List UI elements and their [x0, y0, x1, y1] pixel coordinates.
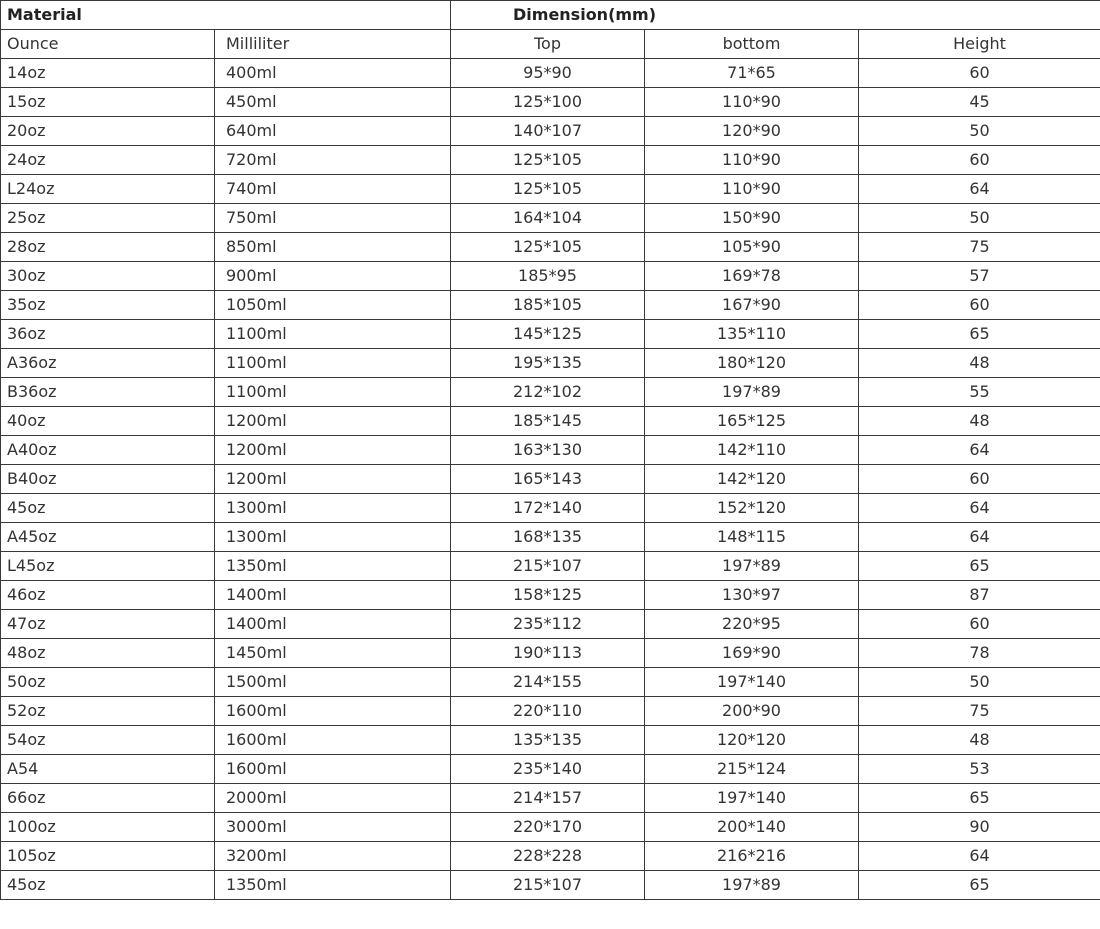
cell-milliliter: 1500ml: [215, 668, 451, 697]
cell-top: 125*105: [451, 146, 645, 175]
cell-top: 190*113: [451, 639, 645, 668]
cell-top: 125*105: [451, 233, 645, 262]
table-row: [1, 755, 1100, 784]
header-milliliter: Milliliter: [215, 30, 451, 59]
cell-ounce: 36oz: [1, 320, 215, 349]
cell-top: 212*102: [451, 378, 645, 407]
cell-milliliter: 450ml: [215, 88, 451, 117]
cell-top: 214*155: [451, 668, 645, 697]
cell-ounce: 48oz: [1, 639, 215, 668]
cell-ounce: 66oz: [1, 784, 215, 813]
header-row-columns: [1, 30, 1100, 59]
cell-bottom: 110*90: [645, 175, 859, 204]
cell-bottom: 105*90: [645, 233, 859, 262]
cell-height: 64: [859, 175, 1100, 204]
cell-height: 60: [859, 59, 1100, 88]
cell-bottom: 169*78: [645, 262, 859, 291]
cell-height: 60: [859, 610, 1100, 639]
cell-milliliter: 1600ml: [215, 726, 451, 755]
cell-ounce: 105oz: [1, 842, 215, 871]
cell-bottom: 200*140: [645, 813, 859, 842]
cell-bottom: 180*120: [645, 349, 859, 378]
cell-bottom: 135*110: [645, 320, 859, 349]
cell-milliliter: 3200ml: [215, 842, 451, 871]
cell-height: 53: [859, 755, 1100, 784]
cell-ounce: 40oz: [1, 407, 215, 436]
header-ounce: Ounce: [1, 30, 215, 59]
cell-height: 48: [859, 726, 1100, 755]
cell-ounce: 54oz: [1, 726, 215, 755]
cell-height: 60: [859, 465, 1100, 494]
cell-ounce: A54: [1, 755, 215, 784]
cell-ounce: B36oz: [1, 378, 215, 407]
cell-top: 235*112: [451, 610, 645, 639]
cell-bottom: 215*124: [645, 755, 859, 784]
cell-milliliter: 750ml: [215, 204, 451, 233]
cell-top: 125*105: [451, 175, 645, 204]
cell-bottom: 130*97: [645, 581, 859, 610]
cell-ounce: A40oz: [1, 436, 215, 465]
table-row: [1, 784, 1100, 813]
cell-ounce: 52oz: [1, 697, 215, 726]
cell-milliliter: 1400ml: [215, 581, 451, 610]
cell-bottom: 167*90: [645, 291, 859, 320]
cell-bottom: 197*140: [645, 668, 859, 697]
cell-height: 50: [859, 117, 1100, 146]
table-row: [1, 204, 1100, 233]
cell-top: 168*135: [451, 523, 645, 552]
cell-bottom: 142*110: [645, 436, 859, 465]
cell-height: 64: [859, 523, 1100, 552]
cell-ounce: A36oz: [1, 349, 215, 378]
cell-height: 55: [859, 378, 1100, 407]
table-row: [1, 639, 1100, 668]
cell-milliliter: 1200ml: [215, 465, 451, 494]
cell-ounce: 24oz: [1, 146, 215, 175]
cell-bottom: 152*120: [645, 494, 859, 523]
cell-height: 75: [859, 233, 1100, 262]
header-bottom: bottom: [645, 30, 859, 59]
header-row-material: [1, 1, 1100, 30]
cell-top: 145*125: [451, 320, 645, 349]
cell-top: 220*170: [451, 813, 645, 842]
cell-height: 75: [859, 697, 1100, 726]
cell-top: 215*107: [451, 552, 645, 581]
table-row: [1, 436, 1100, 465]
cell-height: 87: [859, 581, 1100, 610]
cell-milliliter: 1400ml: [215, 610, 451, 639]
cell-top: 228*228: [451, 842, 645, 871]
cell-bottom: 110*90: [645, 88, 859, 117]
cell-height: 45: [859, 88, 1100, 117]
cell-height: 50: [859, 204, 1100, 233]
cell-top: 185*105: [451, 291, 645, 320]
cell-ounce: 35oz: [1, 291, 215, 320]
cell-top: 164*104: [451, 204, 645, 233]
table-row: [1, 813, 1100, 842]
cell-top: 172*140: [451, 494, 645, 523]
cell-height: 60: [859, 146, 1100, 175]
cell-bottom: 197*140: [645, 784, 859, 813]
cell-height: 50: [859, 668, 1100, 697]
cell-top: 195*135: [451, 349, 645, 378]
cell-ounce: 47oz: [1, 610, 215, 639]
cell-bottom: 220*95: [645, 610, 859, 639]
cell-bottom: 216*216: [645, 842, 859, 871]
cell-bottom: 148*115: [645, 523, 859, 552]
cell-height: 57: [859, 262, 1100, 291]
cell-height: 65: [859, 552, 1100, 581]
cell-ounce: L45oz: [1, 552, 215, 581]
cell-height: 78: [859, 639, 1100, 668]
cell-milliliter: 740ml: [215, 175, 451, 204]
cell-height: 48: [859, 349, 1100, 378]
cell-bottom: 142*120: [645, 465, 859, 494]
table-row: [1, 175, 1100, 204]
cell-top: 140*107: [451, 117, 645, 146]
cell-ounce: 50oz: [1, 668, 215, 697]
table-row: [1, 262, 1100, 291]
cell-height: 64: [859, 494, 1100, 523]
table-row: [1, 291, 1100, 320]
cell-milliliter: 640ml: [215, 117, 451, 146]
cell-ounce: 28oz: [1, 233, 215, 262]
cell-top: 165*143: [451, 465, 645, 494]
cell-bottom: 197*89: [645, 871, 859, 900]
cell-milliliter: 1600ml: [215, 755, 451, 784]
cell-height: 65: [859, 784, 1100, 813]
cell-top: 215*107: [451, 871, 645, 900]
table-row: [1, 88, 1100, 117]
cell-bottom: 120*120: [645, 726, 859, 755]
cell-milliliter: 1600ml: [215, 697, 451, 726]
cell-milliliter: 1050ml: [215, 291, 451, 320]
cell-milliliter: 1200ml: [215, 407, 451, 436]
table-row: [1, 610, 1100, 639]
cell-milliliter: 1100ml: [215, 349, 451, 378]
table-row: [1, 407, 1100, 436]
table-row: [1, 378, 1100, 407]
cell-bottom: 71*65: [645, 59, 859, 88]
cell-bottom: 110*90: [645, 146, 859, 175]
cell-milliliter: 2000ml: [215, 784, 451, 813]
cell-milliliter: 720ml: [215, 146, 451, 175]
table-row: [1, 697, 1100, 726]
cell-ounce: L24oz: [1, 175, 215, 204]
table-row: [1, 465, 1100, 494]
cell-milliliter: 1200ml: [215, 436, 451, 465]
cell-top: 185*145: [451, 407, 645, 436]
cell-milliliter: 850ml: [215, 233, 451, 262]
cell-ounce: 45oz: [1, 494, 215, 523]
header-dimension: Dimension(mm): [451, 1, 1100, 30]
cell-height: 65: [859, 871, 1100, 900]
table-row: [1, 726, 1100, 755]
cell-ounce: 14oz: [1, 59, 215, 88]
cell-bottom: 197*89: [645, 378, 859, 407]
cell-height: 64: [859, 436, 1100, 465]
cell-ounce: 46oz: [1, 581, 215, 610]
table-row: [1, 320, 1100, 349]
cell-height: 65: [859, 320, 1100, 349]
cell-top: 235*140: [451, 755, 645, 784]
table-row: [1, 523, 1100, 552]
cell-milliliter: 1450ml: [215, 639, 451, 668]
table-row: [1, 233, 1100, 262]
cell-ounce: B40oz: [1, 465, 215, 494]
cell-milliliter: 400ml: [215, 59, 451, 88]
cell-top: 185*95: [451, 262, 645, 291]
cell-top: 125*100: [451, 88, 645, 117]
cell-height: 64: [859, 842, 1100, 871]
table-row: [1, 117, 1100, 146]
cell-milliliter: 1300ml: [215, 523, 451, 552]
table-row: [1, 146, 1100, 175]
cell-bottom: 197*89: [645, 552, 859, 581]
cell-milliliter: 3000ml: [215, 813, 451, 842]
cell-ounce: 30oz: [1, 262, 215, 291]
cell-ounce: 25oz: [1, 204, 215, 233]
cell-milliliter: 1350ml: [215, 871, 451, 900]
cell-top: 95*90: [451, 59, 645, 88]
table-row: [1, 349, 1100, 378]
table-row: [1, 668, 1100, 697]
cell-ounce: A45oz: [1, 523, 215, 552]
cell-ounce: 45oz: [1, 871, 215, 900]
cell-height: 48: [859, 407, 1100, 436]
cell-top: 220*110: [451, 697, 645, 726]
table-row: [1, 552, 1100, 581]
header-material: Material: [1, 1, 451, 30]
header-top: Top: [451, 30, 645, 59]
table-row: [1, 494, 1100, 523]
cell-bottom: 150*90: [645, 204, 859, 233]
cell-top: 163*130: [451, 436, 645, 465]
cell-milliliter: 1300ml: [215, 494, 451, 523]
cell-milliliter: 1100ml: [215, 320, 451, 349]
cell-top: 135*135: [451, 726, 645, 755]
cell-milliliter: 1350ml: [215, 552, 451, 581]
header-height: Height: [859, 30, 1100, 59]
cell-ounce: 20oz: [1, 117, 215, 146]
cell-milliliter: 900ml: [215, 262, 451, 291]
cell-bottom: 165*125: [645, 407, 859, 436]
cell-top: 214*157: [451, 784, 645, 813]
cell-milliliter: 1100ml: [215, 378, 451, 407]
cell-height: 60: [859, 291, 1100, 320]
table-row: [1, 842, 1100, 871]
cell-bottom: 120*90: [645, 117, 859, 146]
table-row: [1, 871, 1100, 900]
cell-bottom: 200*90: [645, 697, 859, 726]
cell-ounce: 15oz: [1, 88, 215, 117]
cell-top: 158*125: [451, 581, 645, 610]
cell-bottom: 169*90: [645, 639, 859, 668]
cell-ounce: 100oz: [1, 813, 215, 842]
table-row: [1, 59, 1100, 88]
cell-height: 90: [859, 813, 1100, 842]
table-row: [1, 581, 1100, 610]
